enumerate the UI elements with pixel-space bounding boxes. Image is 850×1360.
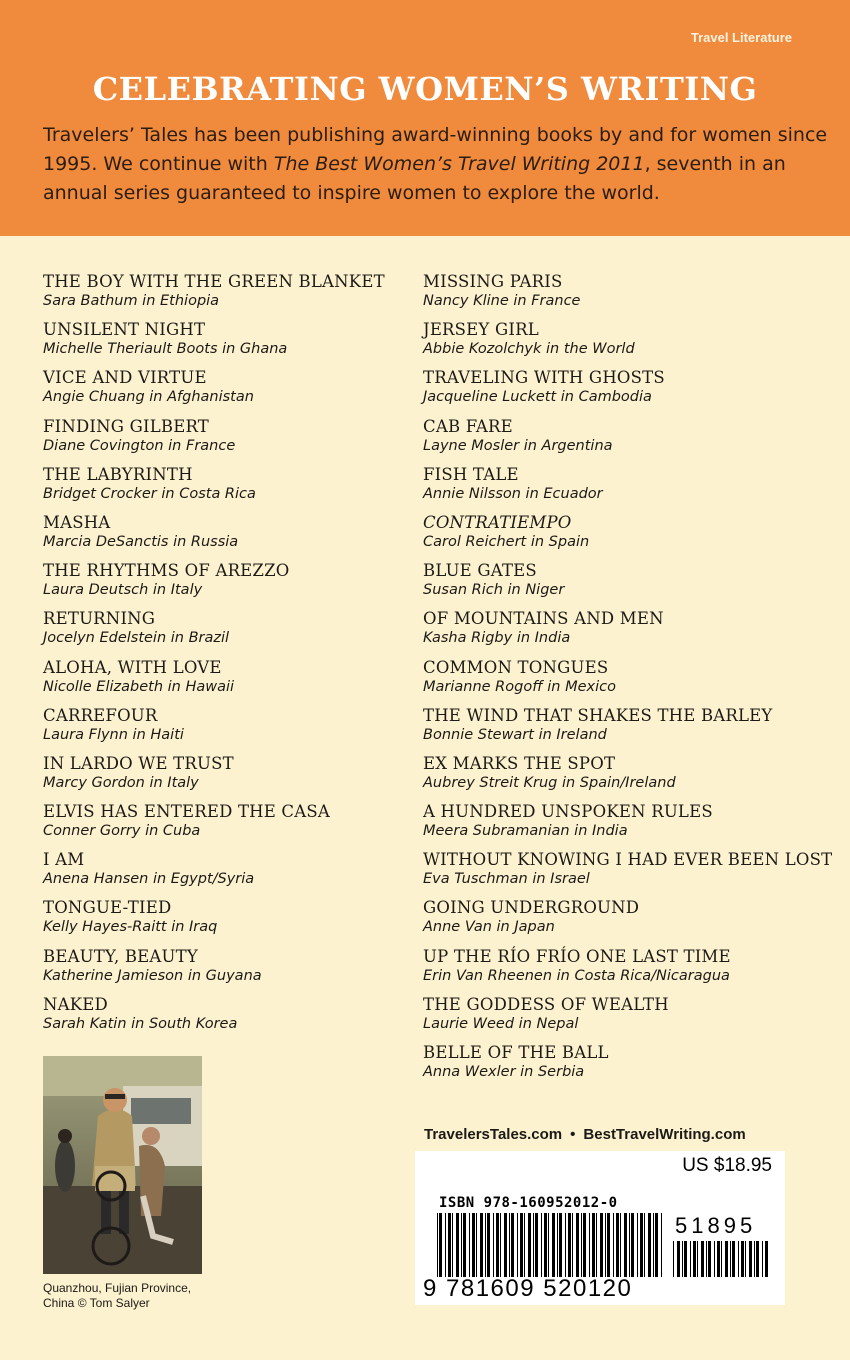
barcode-bar <box>637 1213 638 1277</box>
barcode-bar <box>596 1213 597 1277</box>
barcode-bar <box>461 1213 462 1277</box>
story-title: TONGUE-TIED <box>43 898 172 918</box>
story-author: Eva Tuschman in Israel <box>423 871 590 888</box>
barcode-bar <box>690 1241 691 1277</box>
barcode-bar <box>616 1213 619 1277</box>
barcode-number: 9 781609 520120 <box>423 1275 633 1302</box>
barcode-bar <box>644 1213 645 1277</box>
barcode-bar <box>583 1213 586 1277</box>
barcode-bar <box>469 1213 470 1277</box>
contents-entry <box>43 850 418 898</box>
story-title: CARREFOUR <box>43 705 158 725</box>
story-author: Nicolle Elizabeth in Hawaii <box>43 678 235 695</box>
story-author: Jocelyn Edelstein in Brazil <box>43 630 230 647</box>
contents-entry <box>423 947 843 995</box>
story-title: RETURNING <box>43 609 156 629</box>
category-label: Travel Literature <box>690 30 792 45</box>
story-author: Sarah Katin in South Korea <box>43 1015 238 1032</box>
story-author: Susan Rich in Niger <box>423 582 565 599</box>
link-separator: • <box>570 1126 576 1143</box>
barcode-bar <box>697 1241 698 1277</box>
story-author: Nancy Kline in France <box>423 293 581 309</box>
contents-entry <box>423 320 843 368</box>
story-title: COMMON TONGUES <box>423 657 609 677</box>
contents-entry <box>43 513 418 561</box>
story-title: WITHOUT KNOWING I HAD EVER BEEN LOST <box>423 850 833 870</box>
story-title: JERSEY GIRL <box>423 320 539 340</box>
barcode-bar <box>589 1213 590 1277</box>
story-title: A HUNDRED UNSPOKEN RULES <box>423 802 713 822</box>
contents-entry <box>423 658 843 706</box>
story-author: Annie Nilsson in Ecuador <box>423 485 603 502</box>
barcode-bar <box>613 1213 614 1277</box>
story-title: THE BOY WITH THE GREEN BLANKET <box>43 272 385 291</box>
story-author: Marcy Gordon in Italy <box>43 774 199 791</box>
story-author: Michelle Theriault Boots in Ghana <box>43 341 288 358</box>
contents-entry <box>423 754 843 802</box>
story-title: THE WIND THAT SHAKES THE BARLEY <box>423 705 773 725</box>
photo-caption <box>43 1281 213 1311</box>
barcode-bar <box>741 1241 744 1277</box>
story-author: Meera Subramanian in India <box>423 823 628 840</box>
barcode-bar <box>607 1213 610 1277</box>
barcode-bar <box>509 1213 510 1277</box>
barcode-bar <box>480 1213 483 1277</box>
story-title: FINDING GILBERT <box>43 416 209 436</box>
isbn-barcode <box>437 1213 667 1277</box>
intro-text-end: , seventh in an annual series guaranteed to inspire women to explore the world. <box>43 153 786 204</box>
story-title: BLUE GATES <box>423 561 537 581</box>
barcode-bar <box>631 1213 634 1277</box>
contents-entry <box>423 898 843 946</box>
barcode-bar <box>535 1213 538 1277</box>
barcode-bar <box>487 1213 490 1277</box>
barcode-bar <box>568 1213 571 1277</box>
contents-entry <box>43 754 418 802</box>
story-title: THE GODDESS OF WEALTH <box>423 994 669 1014</box>
contents-entry <box>423 995 843 1043</box>
barcode-bar <box>445 1213 446 1277</box>
story-title: UP THE RÍO FRÍO ONE LAST TIME <box>423 946 731 966</box>
price-label: US $18.95 <box>682 1155 772 1176</box>
story-title: TRAVELING WITH GHOSTS <box>423 368 665 388</box>
contents-entry <box>43 658 418 706</box>
barcode-bar <box>629 1213 630 1277</box>
story-author: Anna Wexler in Serbia <box>423 1064 585 1080</box>
barcode-bar <box>544 1213 547 1277</box>
contents-entry <box>423 513 843 561</box>
barcode-bar <box>708 1241 711 1277</box>
story-author: Kasha Rigby in India <box>423 630 571 647</box>
story-title: IN LARDO WE TRUST <box>43 753 234 773</box>
contents-entry <box>43 947 418 995</box>
story-author: Conner Gorry in Cuba <box>43 823 201 840</box>
barcode-bar <box>762 1241 763 1277</box>
headline: CELEBRATING WOMEN’S WRITING <box>92 70 758 108</box>
barcode-bar <box>528 1213 531 1277</box>
contents-entry <box>43 561 418 609</box>
story-author: Marcia DeSanctis in Russia <box>43 533 239 550</box>
barcode-bar <box>717 1241 720 1277</box>
barcode-bar <box>725 1241 728 1277</box>
barcode-bar <box>485 1213 486 1277</box>
story-title: VICE AND VIRTUE <box>43 368 207 388</box>
barcode-bar <box>745 1241 746 1277</box>
barcode-bar <box>517 1213 518 1277</box>
contents-entry <box>43 465 418 513</box>
story-title: NAKED <box>43 994 108 1014</box>
story-title: ELVIS HAS ENTERED THE CASA <box>43 802 330 822</box>
contents-entry <box>43 898 418 946</box>
barcode-panel <box>415 1151 785 1305</box>
barcode-bar <box>559 1213 562 1277</box>
story-author: Sara Bathum in Ethiopia <box>43 293 220 309</box>
story-author: Erin Van Rheenen in Costa Rica/Nicaragua <box>423 967 730 984</box>
barcode-bar <box>496 1213 499 1277</box>
barcode-bar <box>600 1213 603 1277</box>
barcode-bar <box>541 1213 542 1277</box>
story-author: Jacqueline Luckett in Cambodia <box>423 389 652 406</box>
barcode-bar <box>565 1213 566 1277</box>
barcode-bar <box>500 1213 501 1277</box>
barcode-bar <box>520 1213 523 1277</box>
barcode-bar <box>504 1213 507 1277</box>
story-author: Laura Deutsch in Italy <box>43 582 203 599</box>
barcode-bar <box>754 1241 755 1277</box>
story-title: MASHA <box>43 512 111 532</box>
story-title: EX MARKS THE SPOT <box>423 753 616 773</box>
barcode-bar <box>437 1213 438 1277</box>
contents-entry <box>43 802 418 850</box>
intro-paragraph <box>43 121 833 208</box>
barcode-bar <box>605 1213 606 1277</box>
barcode-bar <box>463 1213 466 1277</box>
contents-entry <box>423 272 843 320</box>
header-band <box>0 0 850 236</box>
barcode-bar <box>572 1213 573 1277</box>
story-title: MISSING PARIS <box>423 272 563 291</box>
barcode-bar <box>640 1213 643 1277</box>
besttravelwriting-link[interactable]: BestTravelWriting.com <box>583 1126 746 1143</box>
contents-entry <box>423 561 843 609</box>
barcode-bar <box>552 1213 555 1277</box>
barcode-bar <box>730 1241 731 1277</box>
contents-entry <box>423 802 843 850</box>
contents-entry <box>423 417 843 465</box>
intro-text-start: Travelers’ Tales has been publishing award-winning books by and for women since 1995. We continue with <box>43 124 828 175</box>
barcode-bar <box>576 1213 579 1277</box>
story-title: FISH TALE <box>423 464 519 484</box>
contents-entry <box>423 706 843 754</box>
barcode-bar <box>732 1241 735 1277</box>
caption-line-2: China © Tom Salyer <box>43 1296 150 1310</box>
barcode-bar <box>706 1241 707 1277</box>
barcode-bar <box>765 1241 768 1277</box>
contents-left-column <box>43 272 418 1043</box>
story-author: Diane Covington in France <box>43 437 236 454</box>
barcode-bar <box>677 1241 680 1277</box>
caption-line-1: Quanzhou, Fujian Province, <box>43 1281 192 1295</box>
barcode-bar <box>756 1241 759 1277</box>
contents-entry <box>423 368 843 416</box>
barcode-bar <box>749 1241 752 1277</box>
travelerstales-link[interactable]: TravelersTales.com <box>424 1126 563 1143</box>
barcode-bar <box>439 1213 442 1277</box>
contents-entry <box>423 1043 843 1091</box>
contents-entry <box>43 417 418 465</box>
story-author: Layne Mosler in Argentina <box>423 437 613 454</box>
barcode-bar <box>648 1213 651 1277</box>
barcode-bar <box>682 1241 683 1277</box>
barcode-bar <box>592 1213 595 1277</box>
contents-entry <box>43 368 418 416</box>
contents-entry <box>43 320 418 368</box>
barcode-bar <box>624 1213 627 1277</box>
story-author: Kelly Hayes-Raitt in Iraq <box>43 919 218 936</box>
contents-entry <box>43 706 418 754</box>
story-title: CONTRATIEMPO <box>423 512 572 532</box>
story-author: Abbie Kozolchyk in the World <box>423 341 635 358</box>
story-title: I AM <box>43 850 85 870</box>
barcode-bar <box>452 1213 453 1277</box>
barcode-bar <box>701 1241 704 1277</box>
story-author: Anne Van in Japan <box>423 919 555 936</box>
story-title: BEAUTY, BEAUTY <box>43 946 198 966</box>
story-author: Anena Hansen in Egypt/Syria <box>43 871 255 888</box>
barcode-bar <box>684 1241 687 1277</box>
contents-entry <box>423 850 843 898</box>
intro-book-title: The Best Women’s Travel Writing 2011 <box>273 153 645 175</box>
barcode-bar <box>581 1213 582 1277</box>
barcode-bar <box>653 1213 654 1277</box>
story-author: Angie Chuang in Afghanistan <box>43 389 254 406</box>
story-author: Laura Flynn in Haiti <box>43 726 184 743</box>
barcode-bar <box>655 1213 658 1277</box>
barcode-bar <box>472 1213 475 1277</box>
price-barcode <box>673 1241 773 1277</box>
story-title: ALOHA, WITH LOVE <box>43 657 222 677</box>
story-title: OF MOUNTAINS AND MEN <box>423 609 664 629</box>
barcode-bar <box>548 1213 549 1277</box>
barcode-bar <box>557 1213 558 1277</box>
contents-entry <box>43 995 418 1043</box>
contents-entry <box>423 465 843 513</box>
story-title: BELLE OF THE BALL <box>423 1043 609 1062</box>
price-code: 51895 <box>675 1213 757 1238</box>
story-author: Carol Reichert in Spain <box>423 533 590 550</box>
barcode-bar <box>620 1213 621 1277</box>
barcode-bar <box>511 1213 514 1277</box>
barcode-bar <box>476 1213 477 1277</box>
contents-entry <box>423 609 843 657</box>
barcode-bar <box>661 1213 662 1277</box>
barcode-bar <box>721 1241 722 1277</box>
barcode-bar <box>493 1213 494 1277</box>
barcode-bar <box>738 1241 739 1277</box>
barcode-bar <box>693 1241 696 1277</box>
story-title: GOING UNDERGROUND <box>423 898 640 918</box>
barcode-bar <box>524 1213 525 1277</box>
story-author: Aubrey Streit Krug in Spain/Ireland <box>423 774 676 791</box>
story-author: Katherine Jamieson in Guyana <box>43 967 262 984</box>
story-author: Bridget Crocker in Costa Rica <box>43 485 256 502</box>
website-links <box>424 1126 746 1143</box>
cover-photo <box>43 1056 202 1274</box>
story-title: CAB FARE <box>423 416 513 436</box>
contents-entry <box>43 272 418 320</box>
story-author: Marianne Rogoff in Mexico <box>423 678 616 695</box>
barcode-bar <box>714 1241 715 1277</box>
story-title: UNSILENT NIGHT <box>43 320 206 340</box>
contents-right-column <box>423 272 843 1091</box>
story-title: THE LABYRINTH <box>43 464 193 484</box>
story-author: Laurie Weed in Nepal <box>423 1015 579 1032</box>
barcode-bar <box>456 1213 459 1277</box>
contents-entry <box>43 609 418 657</box>
isbn-label: ISBN 978-160952012-0 <box>439 1195 618 1211</box>
barcode-bar <box>533 1213 534 1277</box>
story-title: THE RHYTHMS OF AREZZO <box>43 561 290 581</box>
story-author: Bonnie Stewart in Ireland <box>423 726 607 743</box>
barcode-bar <box>673 1241 674 1277</box>
barcode-bar <box>448 1213 451 1277</box>
